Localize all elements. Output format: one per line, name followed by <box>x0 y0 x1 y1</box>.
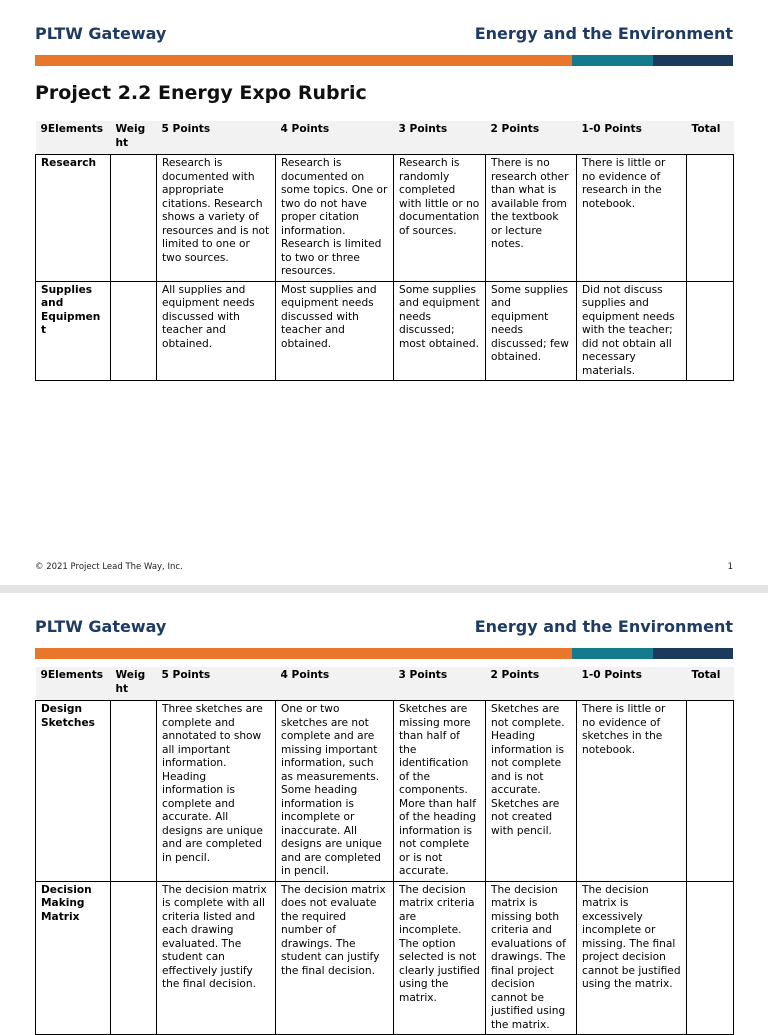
unit-title: Energy and the Environment <box>474 24 733 43</box>
row-2-points: There is no research other than what is available from the textbook or lecture notes. <box>486 155 577 282</box>
row-5-points: Research is documented with appropriate citations. Research shows a variety of resources and is not limited to one or two sources. <box>157 155 276 282</box>
row-element: Research <box>36 155 111 282</box>
row-3-points: The decision matrix criteria are incomplete. The option selected is not clearly justified using the matrix. <box>394 881 486 1035</box>
row-total <box>687 881 734 1035</box>
row-4-points: Most supplies and equipment needs discussed with teacher and obtained. <box>276 281 394 381</box>
row-weight <box>111 701 157 882</box>
program-title: PLTW Gateway <box>35 24 167 43</box>
row-weight <box>111 155 157 282</box>
row-5-points: The decision matrix is complete with all criteria listed and each drawing evaluated. The student can effectively justify the final decision. <box>157 881 276 1035</box>
row-1-0-points: The decision matrix is excessively incomplete or missing. The final project decision cannot be justified using the matrix. <box>577 881 687 1035</box>
row-4-points: Research is documented on some topics. One or two do not have proper citation information. Research is limited to two or three resources. <box>276 155 394 282</box>
table-header-row <box>36 121 734 155</box>
rubric-table <box>35 121 734 381</box>
row-2-points: The decision matrix is missing both criteria and evaluations of drawings. The final project decision cannot be justified using the matrix. <box>486 881 577 1035</box>
row-total <box>687 281 734 381</box>
col-header-1-0-points: 1-0 Points <box>577 667 687 701</box>
col-header-weight: Weig ht <box>111 121 157 155</box>
row-weight <box>111 281 157 381</box>
col-header-4-points: 4 Points <box>276 667 394 701</box>
row-2-points: Sketches are not complete. Heading information is not complete and is not accurate. Sketches are not created with pencil. <box>486 701 577 882</box>
rubric-table <box>35 667 734 1035</box>
col-header-3-points: 3 Points <box>394 667 486 701</box>
header-color-bar <box>35 55 733 66</box>
page-separator <box>0 585 768 593</box>
row-3-points: Research is randomly completed with little or no documentation of sources. <box>394 155 486 282</box>
row-weight <box>111 881 157 1035</box>
col-header-2-points: 2 Points <box>486 667 577 701</box>
header-color-bar <box>35 648 733 659</box>
row-5-points: Three sketches are complete and annotated to show all important information. Heading information is complete and accurate. All designs are unique and are completed in pencil. <box>157 701 276 882</box>
page-title: Project 2.2 Energy Expo Rubric <box>35 82 367 104</box>
row-3-points: Sketches are missing more than half of the identification of the components. More than half of the heading information is not complete or is not accurate. <box>394 701 486 882</box>
table-row <box>36 281 734 381</box>
table-row <box>36 155 734 282</box>
row-total <box>687 155 734 282</box>
bar-navy-segment <box>653 55 733 66</box>
unit-title: Energy and the Environment <box>474 617 733 636</box>
page-2 <box>0 593 768 1031</box>
table-row <box>36 881 734 1035</box>
bar-orange-segment <box>35 648 572 659</box>
bar-navy-segment <box>653 648 733 659</box>
bar-orange-segment <box>35 55 572 66</box>
page-number: 1 <box>727 562 733 572</box>
row-element: Decision Making Matrix <box>36 881 111 1035</box>
col-header-total: Total <box>687 667 734 701</box>
copyright-footer: © 2021 Project Lead The Way, Inc. <box>35 562 183 572</box>
row-1-0-points: There is little or no evidence of sketches in the notebook. <box>577 701 687 882</box>
row-4-points: The decision matrix does not evaluate the required number of drawings. The student can justify the final decision. <box>276 881 394 1035</box>
col-header-5-points: 5 Points <box>157 121 276 155</box>
col-header-2-points: 2 Points <box>486 121 577 155</box>
col-header-elements: 9Elements <box>36 121 111 155</box>
row-5-points: All supplies and equipment needs discussed with teacher and obtained. <box>157 281 276 381</box>
table-header-row <box>36 667 734 701</box>
row-4-points: One or two sketches are not complete and are missing important information, such as measurements. Some heading information is incomplete or inaccurate. All designs are unique and are completed in pencil. <box>276 701 394 882</box>
col-header-5-points: 5 Points <box>157 667 276 701</box>
row-1-0-points: Did not discuss supplies and equipment needs with the teacher; did not obtain all necessary materials. <box>577 281 687 381</box>
col-header-4-points: 4 Points <box>276 121 394 155</box>
row-element: Design Sketches <box>36 701 111 882</box>
col-header-elements: 9Elements <box>36 667 111 701</box>
row-element: Supplies and Equipmen t <box>36 281 111 381</box>
table-row <box>36 701 734 882</box>
bar-teal-segment <box>572 648 653 659</box>
program-title: PLTW Gateway <box>35 617 167 636</box>
row-3-points: Some supplies and equipment needs discussed; most obtained. <box>394 281 486 381</box>
bar-teal-segment <box>572 55 653 66</box>
row-2-points: Some supplies and equipment needs discussed; few obtained. <box>486 281 577 381</box>
row-1-0-points: There is little or no evidence of research in the notebook. <box>577 155 687 282</box>
row-total <box>687 701 734 882</box>
col-header-3-points: 3 Points <box>394 121 486 155</box>
col-header-weight: Weig ht <box>111 667 157 701</box>
col-header-total: Total <box>687 121 734 155</box>
col-header-1-0-points: 1-0 Points <box>577 121 687 155</box>
